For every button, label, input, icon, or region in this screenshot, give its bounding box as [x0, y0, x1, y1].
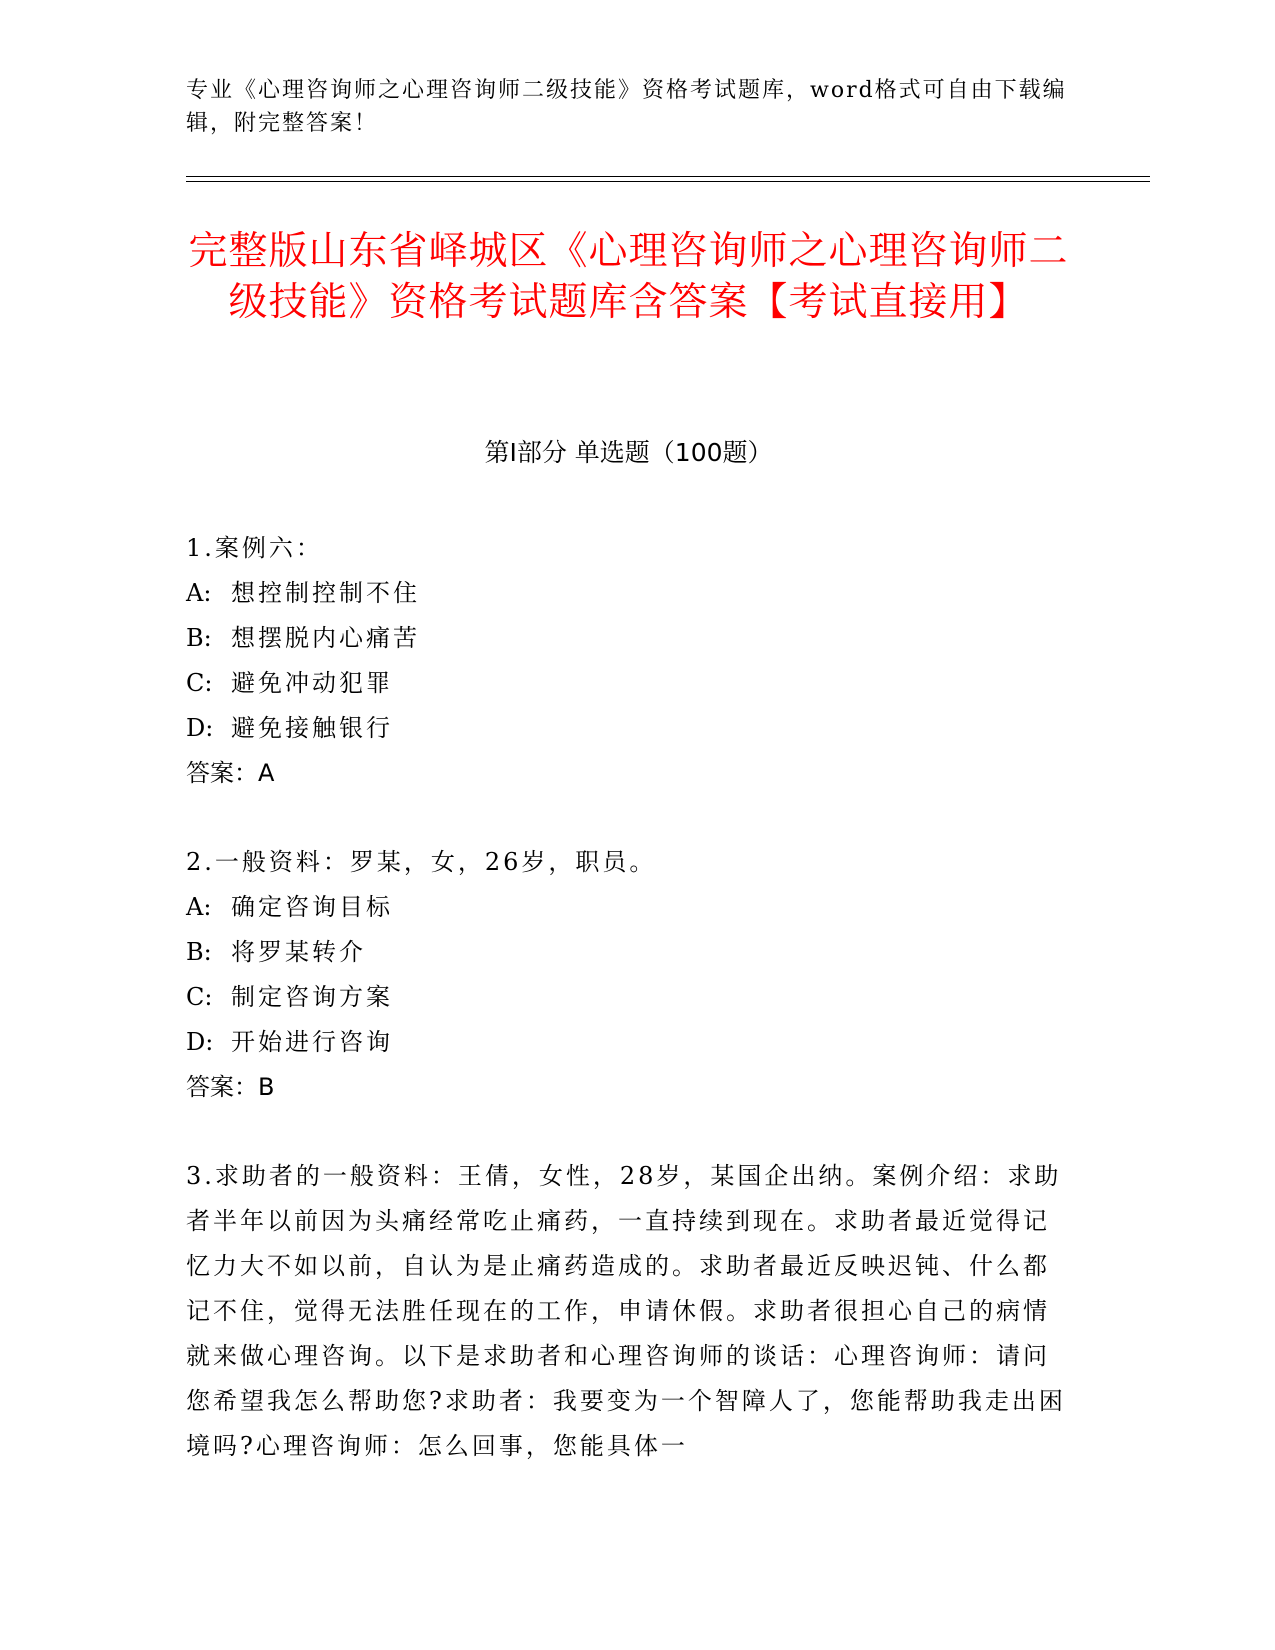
question-3 — [186, 1154, 1071, 1469]
option-text: 确定咨询目标 — [231, 893, 393, 921]
option-a — [186, 885, 1071, 930]
option-c — [186, 975, 1071, 1020]
option-d — [186, 1020, 1071, 1065]
option-text: 避免冲动犯罪 — [231, 669, 393, 697]
answer-line: 答案：B — [186, 1073, 275, 1101]
question-stem: 2.一般资料：罗某，女，26岁，职员。 — [186, 848, 657, 876]
option-text: 制定咨询方案 — [231, 983, 393, 1011]
option-c — [186, 661, 1071, 706]
option-text: 想控制控制不住 — [231, 579, 420, 607]
header-divider — [186, 176, 1150, 182]
option-letter: B: — [186, 938, 212, 966]
option-letter: B: — [186, 624, 212, 652]
option-text: 将罗某转介 — [231, 938, 366, 966]
option-letter: A: — [186, 893, 212, 921]
option-text: 想摆脱内心痛苦 — [231, 624, 420, 652]
option-letter: C: — [186, 669, 213, 697]
option-letter: C: — [186, 983, 213, 1011]
option-d — [186, 706, 1071, 751]
answer-line: 答案：A — [186, 759, 275, 787]
question-1 — [186, 526, 1071, 796]
question-list — [186, 526, 1071, 1513]
header-note: 专业《心理咨询师之心理咨询师二级技能》资格考试题库，word格式可自由下载编辑，附完整答案！ — [186, 78, 1067, 136]
option-b — [186, 616, 1071, 661]
option-text: 开始进行咨询 — [231, 1028, 393, 1056]
option-letter: A: — [186, 579, 212, 607]
option-b — [186, 930, 1071, 975]
option-text: 避免接触银行 — [231, 714, 393, 742]
question-stem: 3.求助者的一般资料：王倩，女性，28岁，某国企出纳。案例介绍：求助者半年以前因为头痛经常吃止痛药，一直持续到现在。求助者最近觉得记忆力大不如以前，自认为是止痛药造成的。求助者最近反映迟钝、什么都记不住，觉得无法胜任现在的工作，申请休假。求助者很担心自己的病情就来做心理咨询。以下是求助者和心理咨询师的谈话：心理咨询师：请问您希望我怎么帮助您?求助者：我要变为一个智障人了，您能帮助我走出困境吗?心理咨询师：怎么回事，您能具体一 — [186, 1162, 1066, 1460]
option-letter: D: — [186, 714, 214, 742]
section-heading: 第I部分 单选题（100题） — [484, 438, 773, 467]
document-title: 完整版山东省峄城区《心理咨询师之心理咨询师二级技能》资格考试题库含答案【考试直接用】 — [188, 229, 1069, 325]
option-letter: D: — [186, 1028, 214, 1056]
question-2 — [186, 840, 1071, 1110]
option-a — [186, 571, 1071, 616]
question-stem: 1.案例六： — [186, 534, 323, 562]
